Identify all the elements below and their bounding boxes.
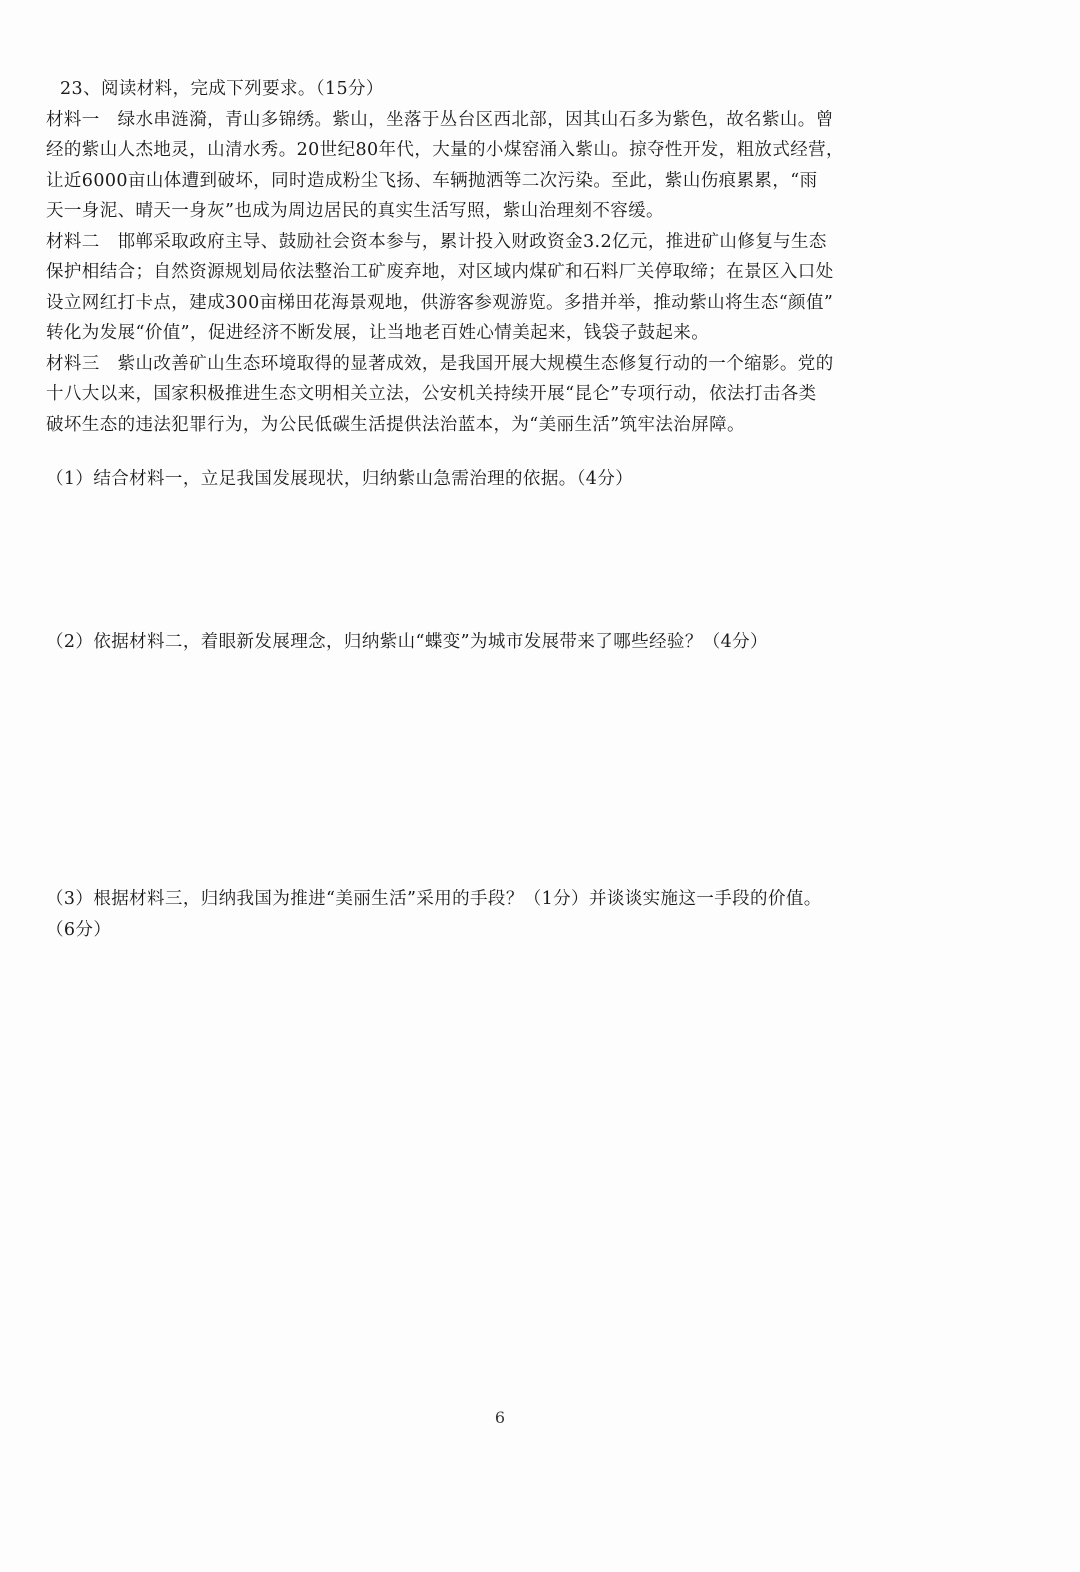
sub-question-3 (46, 884, 1036, 945)
material-line: 让近6000亩山体遭到破坏，同时造成粉尘飞扬、车辆抛洒等二次污染。至此，紫山伤痕累累，“雨 (46, 170, 818, 191)
sub-question-3-score: （6分） (46, 919, 112, 940)
material-line: 材料二 邯郸采取政府主导、鼓励社会资本参与，累计投入财政资金3.2亿元，推进矿山修复与生态 (46, 231, 827, 252)
material-line: 设立网红打卡点，建成300亩梯田花海景观地，供游客参观游览。多措并举，推动紫山将生态“颜值” (46, 292, 834, 313)
question-block (46, 74, 1026, 440)
answer-area-1[interactable] (46, 500, 1026, 620)
answer-area-2[interactable] (46, 662, 1026, 877)
sub-question-2: （2）依据材料二，着眼新发展理念，归纳紫山“蝶变”为城市发展带来了哪些经验？（4分） (46, 632, 768, 652)
material-line: 转化为发展“价值”，促进经济不断发展，让当地老百姓心情美起来，钱袋子鼓起来。 (46, 323, 710, 343)
material-line: 材料三 紫山改善矿山生态环境取得的显著成效，是我国开展大规模生态修复行动的一个缩影。党的 (46, 353, 834, 374)
sub-question-3-line: （3）根据材料三，归纳我国为推进“美丽生活”采用的手段？（1分）并谈谈实施这一手段的价值。 (46, 889, 822, 909)
material-line: 破坏生态的违法犯罪行为，为公民低碳生活提供法治蓝本，为“美丽生活”筑牢法治屏障。 (46, 414, 745, 435)
question-header: 23、阅读材料，完成下列要求。（15分） (60, 79, 384, 99)
material-line: 经的紫山人杰地灵，山清水秀。20世纪80年代，大量的小煤窑涌入紫山。掠夺性开发，粗放式经营， (46, 140, 844, 160)
material-line: 保护相结合；自然资源规划局依法整治工矿废弃地，对区域内煤矿和石料厂关停取缔；在景区入口处 (46, 262, 834, 282)
material-line: 天一身泥、晴天一身灰”也成为周边居民的真实生活写照，紫山治理刻不容缓。 (46, 201, 664, 221)
page-number: 6 (494, 1408, 506, 1427)
answer-area-3[interactable] (46, 950, 1026, 1390)
sub-question-1: （1）结合材料一，立足我国发展现状，归纳紫山急需治理的依据。（4分） (46, 469, 634, 489)
material-line: 十八大以来，国家积极推进生态文明相关立法，公安机关持续开展“昆仑”专项行动，依法打击各类 (46, 384, 817, 404)
material-line: 材料一 绿水串涟漪，青山多锦绣。紫山，坐落于丛台区西北部，因其山石多为紫色，故名紫山。曾 (46, 109, 834, 130)
